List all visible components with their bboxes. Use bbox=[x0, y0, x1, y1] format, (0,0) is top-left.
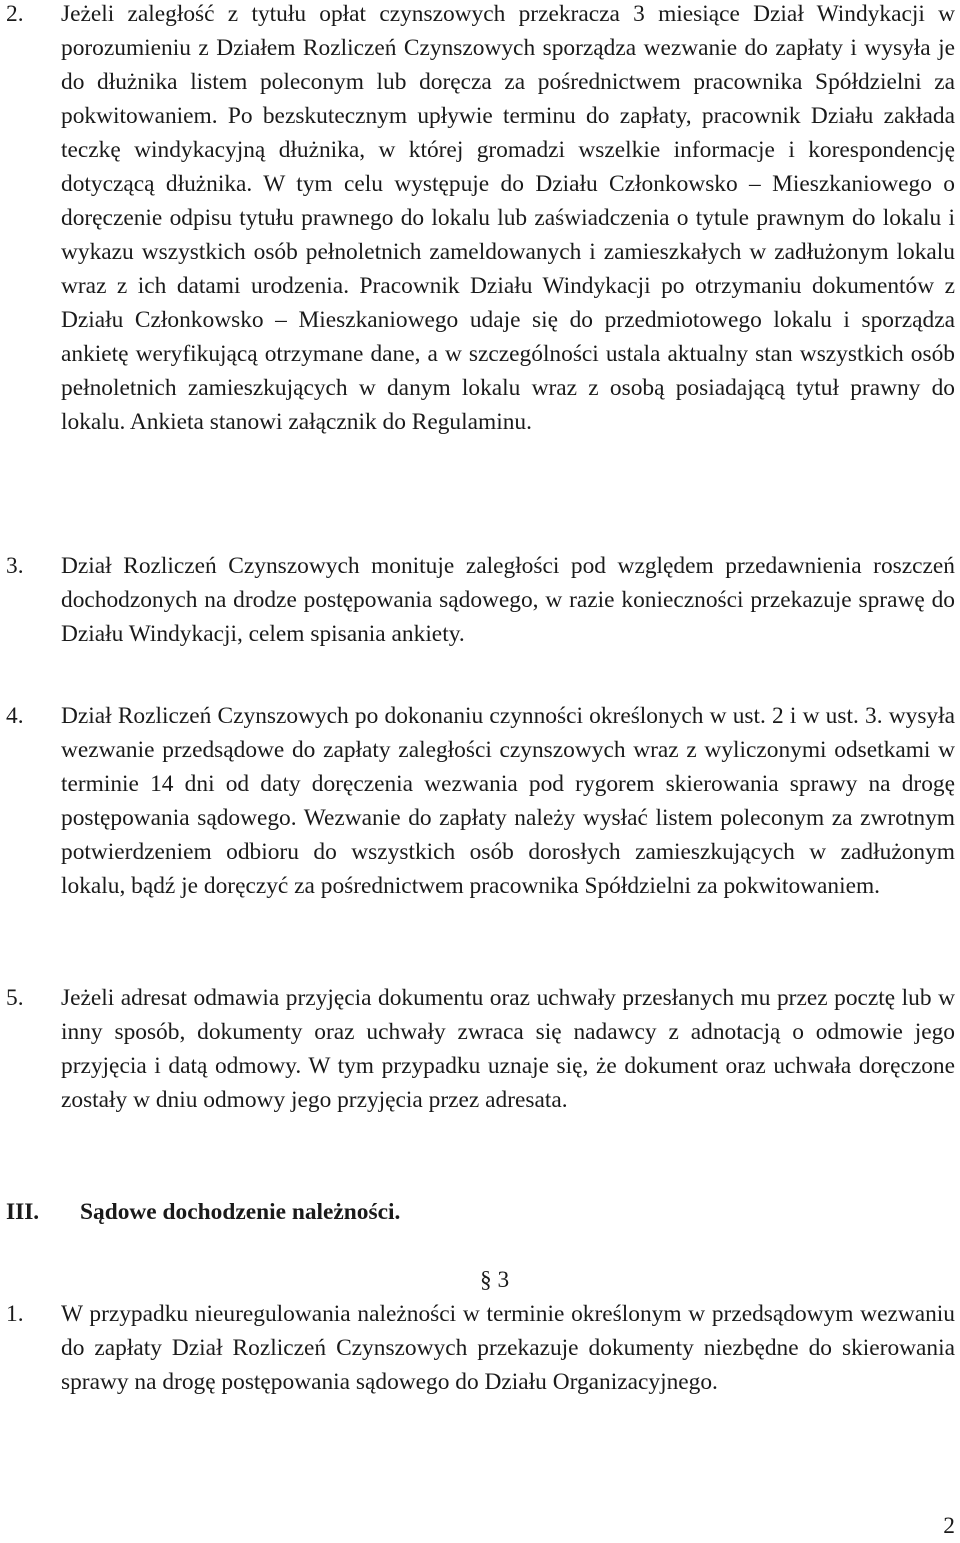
item-number: 4. bbox=[6, 703, 24, 729]
item-number: 1. bbox=[6, 1301, 24, 1327]
item-number: 2. bbox=[6, 1, 24, 27]
list-item bbox=[0, 981, 955, 1117]
paragraph-mark: § 3 bbox=[480, 1267, 510, 1293]
item-text: W przypadku nieuregulowania należności w terminie określonym w przedsądowym wezwaniu do zapłaty Dział Rozliczeń Czynszowych przekazuje dokumenty niezbędne do skierowania sprawy na drogę postępowania sądowego do Działu Organizacyjnego. bbox=[61, 1301, 955, 1395]
item-text: Dział Rozliczeń Czynszowych po dokonaniu czynności określonych w ust. 2 i w ust. 3. wysyła wezwanie przedsądowe do zapłaty zaległości czynszowych wraz z wyliczonymi odsetkami w terminie 14 dni od daty doręczenia wezwania pod rygorem skierowania sprawy na drogę postępowania sądowego. Wezwanie do zapłaty należy wysłać listem poleconym za zwrotnym potwierdzeniem odbioru do wszystkich osób dorosłych zamieszkujących w zadłużonym lokalu, bądź je doręczyć za pośrednictwem pracownika Spółdzielni za pokwitowaniem. bbox=[61, 703, 955, 899]
item-text: Jeżeli adresat odmawia przyjęcia dokumentu oraz uchwały przesłanych mu przez pocztę lub w inny sposób, dokumenty oraz uchwały zwraca się nadawcy z adnotacją o odmowie jego przyjęcia i datą odmowy. W tym przypadku uznaje się, że dokument oraz uchwała doręczone zostały w dniu odmowy jego przyjęcia przez adresata. bbox=[61, 985, 955, 1113]
item-text: Jeżeli zaległość z tytułu opłat czynszowych przekracza 3 miesiące Dział Windykacji w porozumieniu z Działem Rozliczeń Czynszowych sporządza wezwanie do zapłaty i wysyła je do dłużnika listem poleconym lub doręcza za pośrednictwem pracownika Spółdzielni za pokwitowaniem. Po bezskutecznym upływie terminu do zapłaty, pracownik Działu zakłada teczkę windykacyjną dłużnika, w której gromadzi wszelkie informacje i korespondencję dotyczącą dłużnika. W tym celu występuje do Działu Członkowsko – Mieszkaniowego o doręczenie odpisu tytułu prawnego do lokalu lub zaświadczenia o tytule prawnym do lokalu i wykazu wszystkich osób pełnoletnich zameldowanych i zamieszkałych w zadłużonym lokalu wraz z ich datami urodzenia. Pracownik Działu Windykacji po otrzymaniu dokumentów z Działu Członkowsko – Mieszkaniowego udaje się do przedmiotowego lokalu i sporządza ankietę weryfikującą otrzymane dane, a w szczególności ustala aktualny stan wszystkich osób pełnoletnich zamieszkujących w danym lokalu wraz z osobą posiadającą tytuł prawny do lokalu. Ankieta stanowi załącznik do Regulaminu. bbox=[61, 1, 955, 435]
section-title: Sądowe dochodzenie należności. bbox=[80, 1199, 401, 1225]
page-number: 2 bbox=[943, 1513, 955, 1539]
list-item bbox=[0, 0, 955, 439]
item-number: 5. bbox=[6, 985, 24, 1011]
item-number: 3. bbox=[6, 553, 24, 579]
item-text: Dział Rozliczeń Czynszowych monituje zaległości pod względem przedawnienia roszczeń dochodzonych na drodze postępowania sądowego, w razie konieczności przekazuje sprawę do Działu Windykacji, celem spisania ankiety. bbox=[61, 553, 955, 647]
list-item bbox=[0, 699, 955, 903]
section-roman-numeral: III. bbox=[6, 1199, 40, 1225]
list-item bbox=[0, 1297, 955, 1399]
list-item bbox=[0, 549, 955, 651]
